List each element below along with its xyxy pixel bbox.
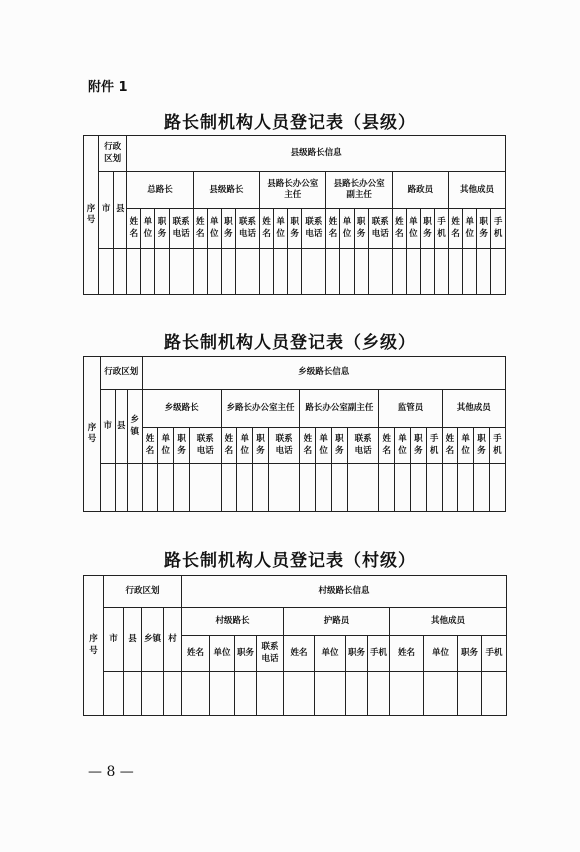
blank-entry-cell[interactable] — [158, 464, 174, 512]
subheader-cell: 单 位 — [237, 428, 253, 464]
village-registration-table — [83, 575, 507, 716]
subheader-cell: 手机 — [368, 636, 390, 672]
village-header: 村 — [164, 608, 182, 672]
subheader-cell: 姓 名 — [392, 209, 406, 248]
subheader-cell: 职 务 — [155, 209, 169, 248]
subheader-cell: 姓名 — [390, 636, 424, 672]
blank-entry-cell[interactable] — [142, 672, 164, 716]
subheader-cell: 联系 电话 — [302, 209, 326, 248]
subheader-cell: 单 位 — [207, 209, 221, 248]
group-header: 县路长办公室 副主任 — [326, 172, 392, 209]
blank-entry-cell[interactable] — [395, 464, 411, 512]
blank-entry-cell[interactable] — [189, 464, 221, 512]
subheader-cell: 单 位 — [274, 209, 288, 248]
township-registration-table — [83, 356, 506, 512]
county-registration-table — [83, 135, 506, 295]
subheader-cell: 单位 — [315, 636, 346, 672]
blank-entry-cell[interactable] — [100, 464, 115, 512]
county-header: 县 — [124, 608, 142, 672]
blank-entry-cell[interactable] — [302, 248, 326, 294]
group-header: 总路长 — [127, 172, 193, 209]
subheader-cell: 职 务 — [253, 428, 269, 464]
blank-entry-cell[interactable] — [406, 248, 420, 294]
blank-entry-cell[interactable] — [99, 248, 114, 294]
blank-entry-cell[interactable] — [127, 464, 142, 512]
blank-entry-cell[interactable] — [257, 672, 284, 716]
subheader-cell: 联系 电话 — [268, 428, 300, 464]
blank-entry-cell[interactable] — [210, 672, 235, 716]
blank-entry-cell[interactable] — [354, 248, 368, 294]
blank-entry-cell[interactable] — [155, 248, 169, 294]
blank-entry-cell[interactable] — [420, 248, 434, 294]
blank-entry-cell[interactable] — [268, 464, 300, 512]
subheader-cell: 联系 电话 — [257, 636, 284, 672]
town-header: 乡 镇 — [127, 390, 142, 464]
subheader-cell: 联系 电话 — [169, 209, 193, 248]
blank-entry-cell[interactable] — [332, 464, 348, 512]
seq-header: 序 号 — [84, 576, 104, 716]
group-header: 村级路长 — [182, 608, 284, 636]
blank-entry-cell[interactable] — [379, 464, 395, 512]
village-info-header: 村级路长信息 — [182, 576, 507, 608]
subheader-cell: 职务 — [346, 636, 368, 672]
subheader-cell: 姓名 — [182, 636, 210, 672]
blank-entry-cell[interactable] — [221, 464, 237, 512]
blank-entry-cell[interactable] — [174, 464, 190, 512]
subheader-cell: 职 务 — [410, 428, 426, 464]
group-header: 路政员 — [392, 172, 448, 209]
city-header: 市 — [99, 172, 114, 249]
blank-entry-cell[interactable] — [114, 248, 127, 294]
blank-entry-cell[interactable] — [458, 464, 474, 512]
attachment-label: 附件 1 — [88, 80, 128, 95]
township-table-title: 路长制机构人员登记表（乡级） — [164, 333, 416, 353]
subheader-cell: 姓 名 — [449, 209, 463, 248]
group-header: 县级路长 — [193, 172, 259, 209]
blank-entry-cell[interactable] — [491, 248, 506, 294]
blank-entry-cell[interactable] — [463, 248, 477, 294]
subheader-cell: 单 位 — [158, 428, 174, 464]
group-header: 监管员 — [379, 390, 442, 428]
seq-header: 序 号 — [84, 136, 99, 295]
subheader-cell: 联系 电话 — [368, 209, 392, 248]
subheader-cell: 联系 电话 — [347, 428, 379, 464]
subheader-cell: 单 位 — [316, 428, 332, 464]
subheader-cell: 姓 名 — [300, 428, 316, 464]
blank-entry-cell[interactable] — [142, 464, 158, 512]
blank-entry-cell[interactable] — [410, 464, 426, 512]
subheader-cell: 职 务 — [420, 209, 434, 248]
subheader-cell: 手 机 — [489, 428, 505, 464]
blank-entry-cell[interactable] — [368, 248, 392, 294]
blank-entry-cell[interactable] — [104, 672, 124, 716]
subheader-cell: 单位 — [210, 636, 235, 672]
subheader-cell: 联系 电话 — [189, 428, 221, 464]
group-header: 路长办公室副主任 — [300, 390, 379, 428]
blank-entry-cell[interactable] — [368, 672, 390, 716]
blank-entry-cell[interactable] — [477, 248, 491, 294]
blank-entry-cell[interactable] — [141, 248, 155, 294]
county-table-title: 路长制机构人员登记表（县级） — [164, 113, 416, 133]
subheader-cell: 联系 电话 — [235, 209, 259, 248]
blank-entry-cell[interactable] — [274, 248, 288, 294]
blank-entry-cell[interactable] — [207, 248, 221, 294]
subheader-cell: 单 位 — [406, 209, 420, 248]
blank-entry-cell[interactable] — [482, 672, 507, 716]
group-header: 其他成员 — [442, 390, 505, 428]
blank-entry-cell[interactable] — [340, 248, 354, 294]
blank-entry-cell[interactable] — [182, 672, 210, 716]
subheader-cell: 职务 — [458, 636, 482, 672]
blank-entry-cell[interactable] — [474, 464, 490, 512]
subheader-cell: 手 机 — [435, 209, 449, 248]
subheader-cell: 职 务 — [332, 428, 348, 464]
subheader-cell: 手机 — [482, 636, 507, 672]
blank-entry-cell[interactable] — [458, 672, 482, 716]
blank-entry-cell[interactable] — [193, 248, 207, 294]
blank-entry-cell[interactable] — [392, 248, 406, 294]
blank-entry-cell[interactable] — [169, 248, 193, 294]
admin-region-header: 行政 区划 — [99, 136, 127, 172]
subheader-cell: 姓 名 — [260, 209, 274, 248]
blank-entry-cell[interactable] — [326, 248, 340, 294]
group-header: 护路员 — [284, 608, 390, 636]
blank-entry-cell[interactable] — [316, 464, 332, 512]
subheader-cell: 职 务 — [221, 209, 235, 248]
subheader-cell: 单 位 — [340, 209, 354, 248]
subheader-cell: 职 务 — [288, 209, 302, 248]
blank-entry-cell[interactable] — [442, 464, 458, 512]
subheader-cell: 职务 — [235, 636, 257, 672]
subheader-cell: 姓 名 — [326, 209, 340, 248]
blank-entry-cell[interactable] — [449, 248, 463, 294]
city-header: 市 — [100, 390, 115, 464]
blank-entry-cell[interactable] — [288, 248, 302, 294]
town-header: 乡镇 — [142, 608, 164, 672]
admin-region-header: 行政区划 — [104, 576, 182, 608]
blank-entry-cell[interactable] — [235, 248, 259, 294]
subheader-cell: 姓 名 — [127, 209, 141, 248]
blank-entry-cell[interactable] — [390, 672, 424, 716]
page-number: — 8 — — [88, 764, 134, 780]
subheader-cell: 单位 — [424, 636, 458, 672]
subheader-cell: 姓 名 — [142, 428, 158, 464]
group-header: 其他成员 — [449, 172, 506, 209]
subheader-cell: 职 务 — [174, 428, 190, 464]
township-info-header: 乡级路长信息 — [142, 357, 505, 390]
blank-entry-cell[interactable] — [426, 464, 442, 512]
blank-entry-cell[interactable] — [253, 464, 269, 512]
blank-entry-cell[interactable] — [435, 248, 449, 294]
blank-entry-cell[interactable] — [235, 672, 257, 716]
blank-entry-cell[interactable] — [164, 672, 182, 716]
blank-entry-cell[interactable] — [237, 464, 253, 512]
admin-region-header: 行政区划 — [100, 357, 142, 390]
subheader-cell: 手 机 — [426, 428, 442, 464]
county-header: 县 — [114, 172, 127, 249]
blank-entry-cell[interactable] — [221, 248, 235, 294]
subheader-cell: 职 务 — [477, 209, 491, 248]
subheader-cell: 职 务 — [474, 428, 490, 464]
subheader-cell: 姓 名 — [379, 428, 395, 464]
subheader-cell: 单 位 — [458, 428, 474, 464]
subheader-cell: 姓名 — [284, 636, 315, 672]
blank-entry-cell[interactable] — [347, 464, 379, 512]
group-header: 乡路长办公室主任 — [221, 390, 300, 428]
subheader-cell: 单 位 — [141, 209, 155, 248]
blank-entry-cell[interactable] — [424, 672, 458, 716]
county-header: 县 — [115, 390, 127, 464]
blank-entry-cell[interactable] — [124, 672, 142, 716]
blank-entry-cell[interactable] — [284, 672, 315, 716]
group-header: 县路长办公室 主任 — [260, 172, 326, 209]
county-info-header: 县级路长信息 — [127, 136, 506, 172]
group-header: 乡级路长 — [142, 390, 221, 428]
subheader-cell: 手 机 — [491, 209, 506, 248]
blank-entry-cell[interactable] — [115, 464, 127, 512]
blank-entry-cell[interactable] — [489, 464, 505, 512]
seq-header: 序 号 — [84, 357, 101, 512]
blank-entry-cell[interactable] — [260, 248, 274, 294]
subheader-cell: 单 位 — [395, 428, 411, 464]
village-table-title: 路长制机构人员登记表（村级） — [164, 551, 416, 571]
subheader-cell: 姓 名 — [193, 209, 207, 248]
blank-entry-cell[interactable] — [127, 248, 141, 294]
blank-entry-cell[interactable] — [346, 672, 368, 716]
subheader-cell: 职 务 — [354, 209, 368, 248]
group-header: 其他成员 — [390, 608, 507, 636]
subheader-cell: 姓 名 — [442, 428, 458, 464]
blank-entry-cell[interactable] — [300, 464, 316, 512]
blank-entry-cell[interactable] — [315, 672, 346, 716]
subheader-cell: 姓 名 — [221, 428, 237, 464]
city-header: 市 — [104, 608, 124, 672]
subheader-cell: 单 位 — [463, 209, 477, 248]
